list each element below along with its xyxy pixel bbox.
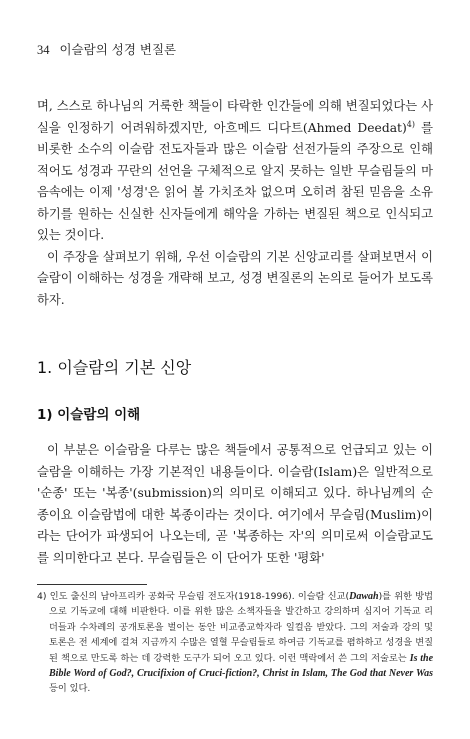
footnote-reference[interactable]: 4) [406, 119, 416, 129]
footnote-book-titles: Is the Bible Word of God?, Crucifixion of Cruci-fiction?, Christ in Islam, The God that Never Was [49, 652, 434, 680]
intro-text [37, 96, 433, 311]
subsection-heading: 1) 이슬람의 이해 [37, 407, 141, 423]
section-paragraph-1: 이 부분은 이슬람을 다루는 많은 책들에서 공통적으로 언급되고 있는 이슬람을 이해하는 가장 기본적인 내용들이다. 이슬람(Islam)은 일반적으로 '순종' 또는 '복종'(submission)의 의미로 이해되고 있다. 하나님께의 순종이요 이슬람법에 대한 복종이라는 것이다. 여기에서 무슬림(Muslim)이라는 단어가 파생되어 나오는데, 곧 '복종하는 자'의 의미로써 이슬람교도를 의미한다고 본다. 무슬림들은 이 단어가 또한 '평화' [37, 443, 433, 565]
footnote-divider [37, 584, 147, 585]
page-number: 34 [37, 43, 50, 57]
running-header [37, 40, 176, 58]
intro-p1-part-b: 를 비롯한 소수의 이슬람 전도자들과 많은 이슬람 선전가들의 주장으로 인해 적어도 성경과 꾸란의 선언을 구체적으로 알지 못하는 일반 무슬림들의 마음속에는 이제 '성경'은 읽어 볼 가치조차 없으며 오히려 참된 믿음을 소유하기를 원하는 신실한 신자들에게 해악을 가하는 변질된 책으로 인식되고 있는 것이다. [37, 120, 434, 242]
footnote-4 [37, 589, 433, 697]
running-title: 이슬람의 성경 변질론 [59, 42, 177, 57]
footnote-text-c: 등이 있다. [49, 683, 91, 695]
footnote-text-b: )를 위한 방법으로 기독교에 대해 비판한다. 이를 위한 많은 소책자들을 발간하고 강의하며 심지어 기독교 리더들과 수차례의 공개토론을 벌이는 동안 비교종교학자라 일컬음 받았다. 그의 저술과 강의 및 토론은 전 세계에 걸쳐 지금까지 수많은 열혈 무슬림들로 하여금 기독교를 폄하하고 성경을 변질된 책으로 만도록 하는 데 강력한 도구가 되어 오고 있다. 이런 맥락에서 쓴 그의 저술로는 [49, 591, 433, 664]
footnote-dawah-term: Dawah [349, 591, 379, 602]
footnote-marker: 4) [37, 591, 47, 602]
intro-paragraph-1 [37, 96, 433, 247]
section-heading: 1. 이슬람의 기본 신앙 [37, 358, 192, 377]
intro-p1-part-a: 며, 스스로 하나님의 거룩한 책들이 타락한 인간들에 의해 변질되었다는 사실을 인정하기 어려워하겠지만, 아흐메드 디다트(Ahmed Deedat) [37, 99, 433, 135]
section-text [37, 440, 433, 569]
footnote [37, 589, 433, 697]
intro-paragraph-2: 이 주장을 살펴보기 위해, 우선 이슬람의 기본 신앙교리를 살펴보면서 이슬람이 이해하는 성경을 개략해 보고, 성경 변질론의 논의로 들어가 보도록 하자. [37, 249, 433, 307]
footnote-text-a: 인도 출신의 남아프리카 공화국 무슬림 전도자(1918-1996). 이슬람 신교( [49, 591, 350, 602]
